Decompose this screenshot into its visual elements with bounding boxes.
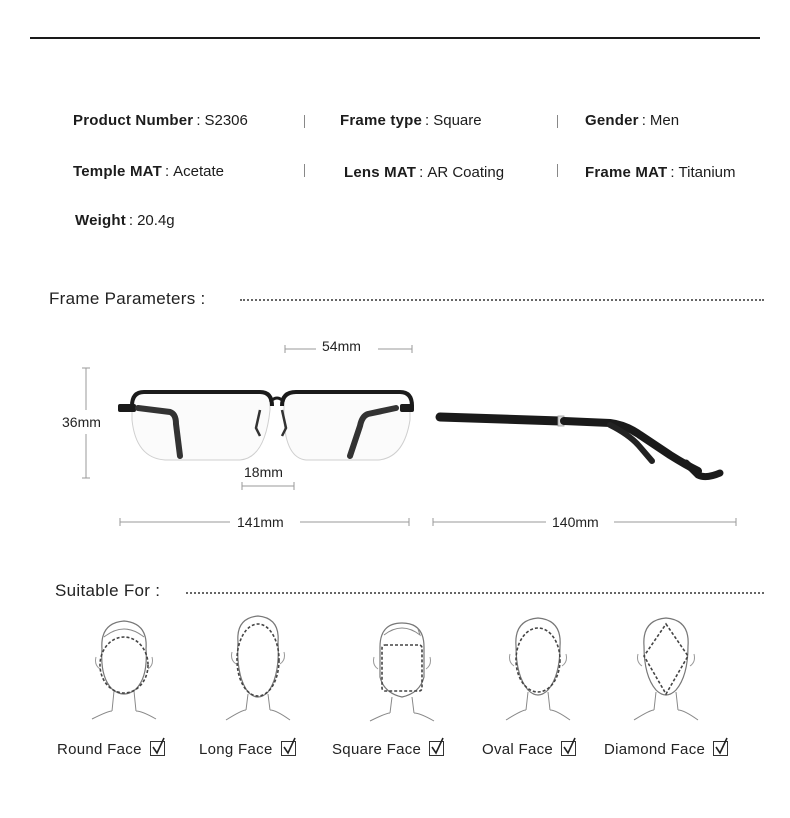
- spec-divider: [557, 115, 558, 128]
- oval-face-icon: [502, 614, 574, 724]
- spec-weight: Weight : 20.4g: [75, 212, 175, 229]
- spec-frame-mat: Frame MAT : Titanium: [585, 164, 736, 181]
- section-dotted-line: [240, 299, 764, 301]
- checkbox-checked-icon: [429, 741, 444, 756]
- face-option-oval: Oval Face: [482, 741, 576, 758]
- spec-product-number: Product Number : S2306: [73, 112, 248, 129]
- checkbox-checked-icon: [281, 741, 296, 756]
- suitable-for-title: Suitable For :: [55, 581, 161, 600]
- frame-parameters-title: Frame Parameters :: [49, 289, 206, 308]
- lens-height-label: 36mm: [62, 414, 101, 430]
- face-option-long: Long Face: [199, 741, 296, 758]
- spec-gender: Gender : Men: [585, 112, 680, 129]
- face-option-round: Round Face: [57, 741, 165, 758]
- temple-length-label: 140mm: [552, 514, 599, 530]
- spec-divider: [557, 164, 558, 177]
- spec-lens-mat: Lens MAT : AR Coating: [344, 164, 505, 181]
- spec-temple-mat: Temple MAT : Acetate: [73, 163, 224, 180]
- round-face-icon: [88, 615, 160, 725]
- square-face-icon: [366, 617, 438, 725]
- top-divider: [30, 37, 760, 39]
- long-face-icon: [222, 612, 294, 724]
- lens-width-label: 54mm: [322, 338, 361, 354]
- spec-divider: [304, 164, 305, 177]
- face-option-diamond: Diamond Face: [604, 741, 728, 758]
- spec-divider: [304, 115, 305, 128]
- frame-width-label: 141mm: [237, 514, 284, 530]
- face-option-square: Square Face: [332, 741, 444, 758]
- bridge-label: 18mm: [244, 464, 283, 480]
- section-dotted-line: [186, 592, 764, 594]
- spec-frame-type: Frame type : Square: [340, 112, 482, 129]
- checkbox-checked-icon: [150, 741, 165, 756]
- dimension-lines: [0, 330, 790, 540]
- diamond-face-icon: [630, 614, 702, 724]
- checkbox-checked-icon: [713, 741, 728, 756]
- checkbox-checked-icon: [561, 741, 576, 756]
